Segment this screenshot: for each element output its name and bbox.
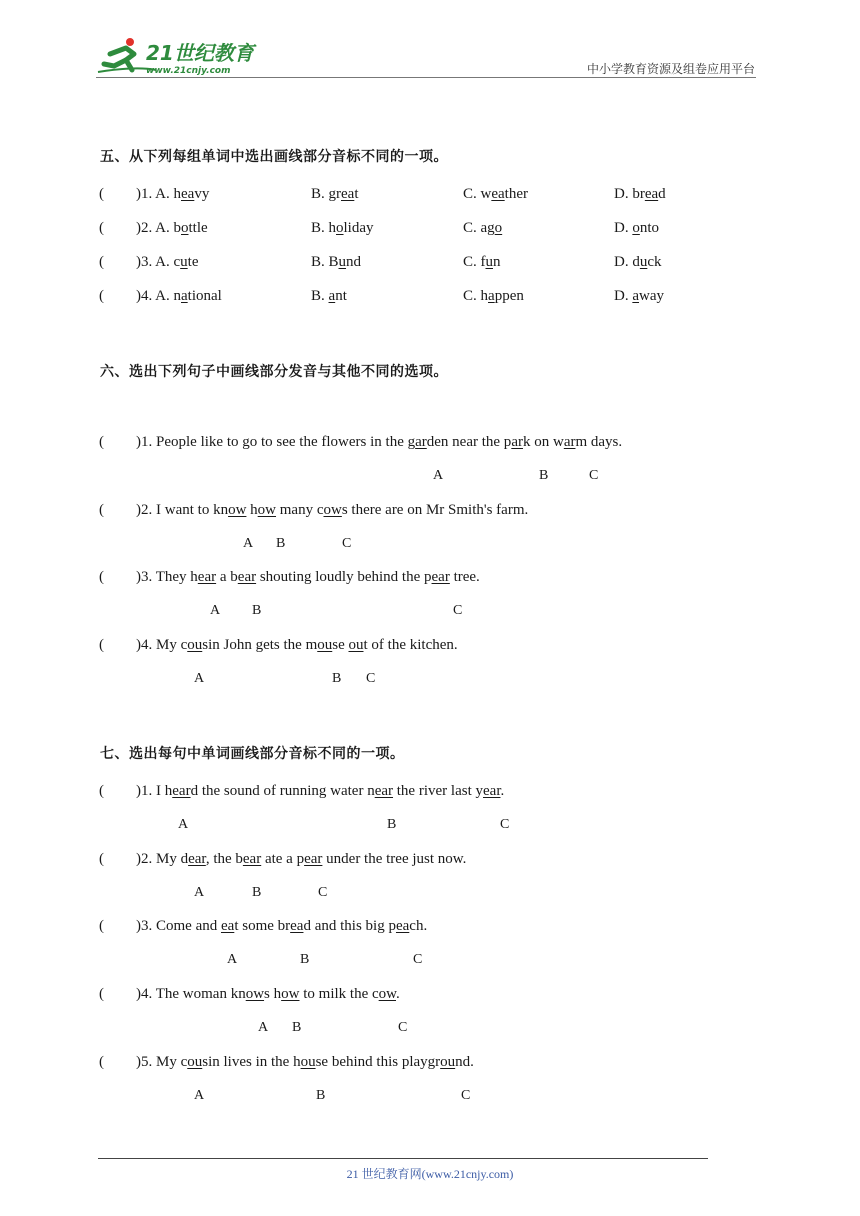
sentence: )2. My dear, the bear ate a pear under the tree just now. — [136, 851, 467, 867]
option-a: )2. A. bottle — [136, 220, 208, 236]
label-a: A — [194, 1088, 205, 1103]
site-logo — [96, 36, 266, 80]
option-a: )4. A. national — [136, 288, 222, 304]
label-c: C — [366, 671, 376, 686]
option-b: B. holiday — [311, 220, 374, 236]
label-b: B — [387, 817, 397, 832]
label-b: B — [539, 468, 549, 483]
option-c: C. happen — [463, 288, 524, 304]
label-c: C — [461, 1088, 471, 1103]
sentence: )1. I heard the sound of running water near the river last year. — [136, 783, 505, 799]
answer-paren: ( — [99, 986, 104, 1002]
answer-paren: ( — [99, 851, 104, 867]
label-a: A — [243, 536, 254, 551]
section-5-heading: 五、从下列每组单词中选出画线部分音标不同的一项。 — [100, 149, 448, 165]
footer-link[interactable]: 21 世纪教育网(www.21cnjy.com) — [346, 1167, 514, 1181]
sentence: )3. Come and eat some bread and this big peach. — [136, 918, 428, 934]
sentence: )5. My cousin lives in the house behind this playground. — [136, 1054, 474, 1070]
label-b: B — [252, 603, 262, 618]
label-c: C — [589, 468, 599, 483]
label-c: C — [342, 536, 352, 551]
label-a: A — [433, 468, 444, 483]
label-c: C — [500, 817, 510, 832]
answer-paren: ( — [99, 502, 104, 518]
label-c: C — [413, 952, 423, 967]
header-divider — [96, 77, 756, 78]
label-b: B — [300, 952, 310, 967]
label-b: B — [316, 1088, 326, 1103]
option-c: C. fun — [463, 254, 501, 270]
sentence: )4. My cousin John gets the mouse out of the kitchen. — [136, 637, 458, 653]
option-d: D. bread — [614, 186, 666, 202]
label-a: A — [210, 603, 221, 618]
option-b: B. great — [311, 186, 359, 202]
label-b: B — [292, 1020, 302, 1035]
label-a: A — [194, 671, 205, 686]
option-d: D. onto — [614, 220, 660, 236]
section-6-heading: 六、选出下列句子中画线部分发音与其他不同的选项。 — [100, 364, 448, 380]
option-d: D. away — [614, 288, 665, 304]
label-a: A — [258, 1020, 269, 1035]
footer-divider — [98, 1158, 708, 1159]
option-d: D. duck — [614, 254, 662, 270]
sentence: )3. They hear a bear shouting loudly behind the pear tree. — [136, 569, 480, 585]
answer-paren: ( — [99, 1054, 104, 1070]
option-a: )3. A. cute — [136, 254, 199, 270]
sentence: )1. People like to go to see the flowers in the garden near the park on warm days. — [136, 434, 623, 450]
answer-paren: ( — [99, 637, 104, 653]
option-c: C. ago — [463, 220, 503, 236]
option-b: B. Bund — [311, 254, 362, 270]
label-b: B — [252, 885, 262, 900]
label-a: A — [194, 885, 205, 900]
platform-tagline: 中小学教育资源及组卷应用平台 — [586, 62, 755, 76]
label-b: B — [276, 536, 286, 551]
answer-paren: ( — [99, 434, 104, 450]
label-a: A — [227, 952, 238, 967]
sentence: )2. I want to know how many cows there are on Mr Smith's farm. — [136, 502, 529, 518]
answer-paren: ( — [99, 918, 104, 934]
answer-paren: ( — [99, 783, 104, 799]
label-c: C — [453, 603, 463, 618]
label-c: C — [398, 1020, 408, 1035]
section-7-heading: 七、选出每句中单词画线部分音标不同的一项。 — [100, 746, 405, 762]
svg-text:21世纪教育: 21世纪教育 — [146, 41, 254, 65]
label-b: B — [332, 671, 342, 686]
answer-paren: ( — [99, 254, 104, 270]
option-a: )1. A. heavy — [136, 186, 210, 202]
answer-paren: ( — [99, 186, 104, 202]
sentence: )4. The woman knows how to milk the cow. — [136, 986, 400, 1002]
label-a: A — [178, 817, 189, 832]
option-c: C. weather — [463, 186, 528, 202]
answer-paren: ( — [99, 288, 104, 304]
answer-paren: ( — [99, 569, 104, 585]
answer-paren: ( — [99, 220, 104, 236]
label-c: C — [318, 885, 328, 900]
option-b: B. ant — [311, 288, 347, 304]
svg-text:www.21cnjy.com: www.21cnjy.com — [146, 66, 231, 76]
